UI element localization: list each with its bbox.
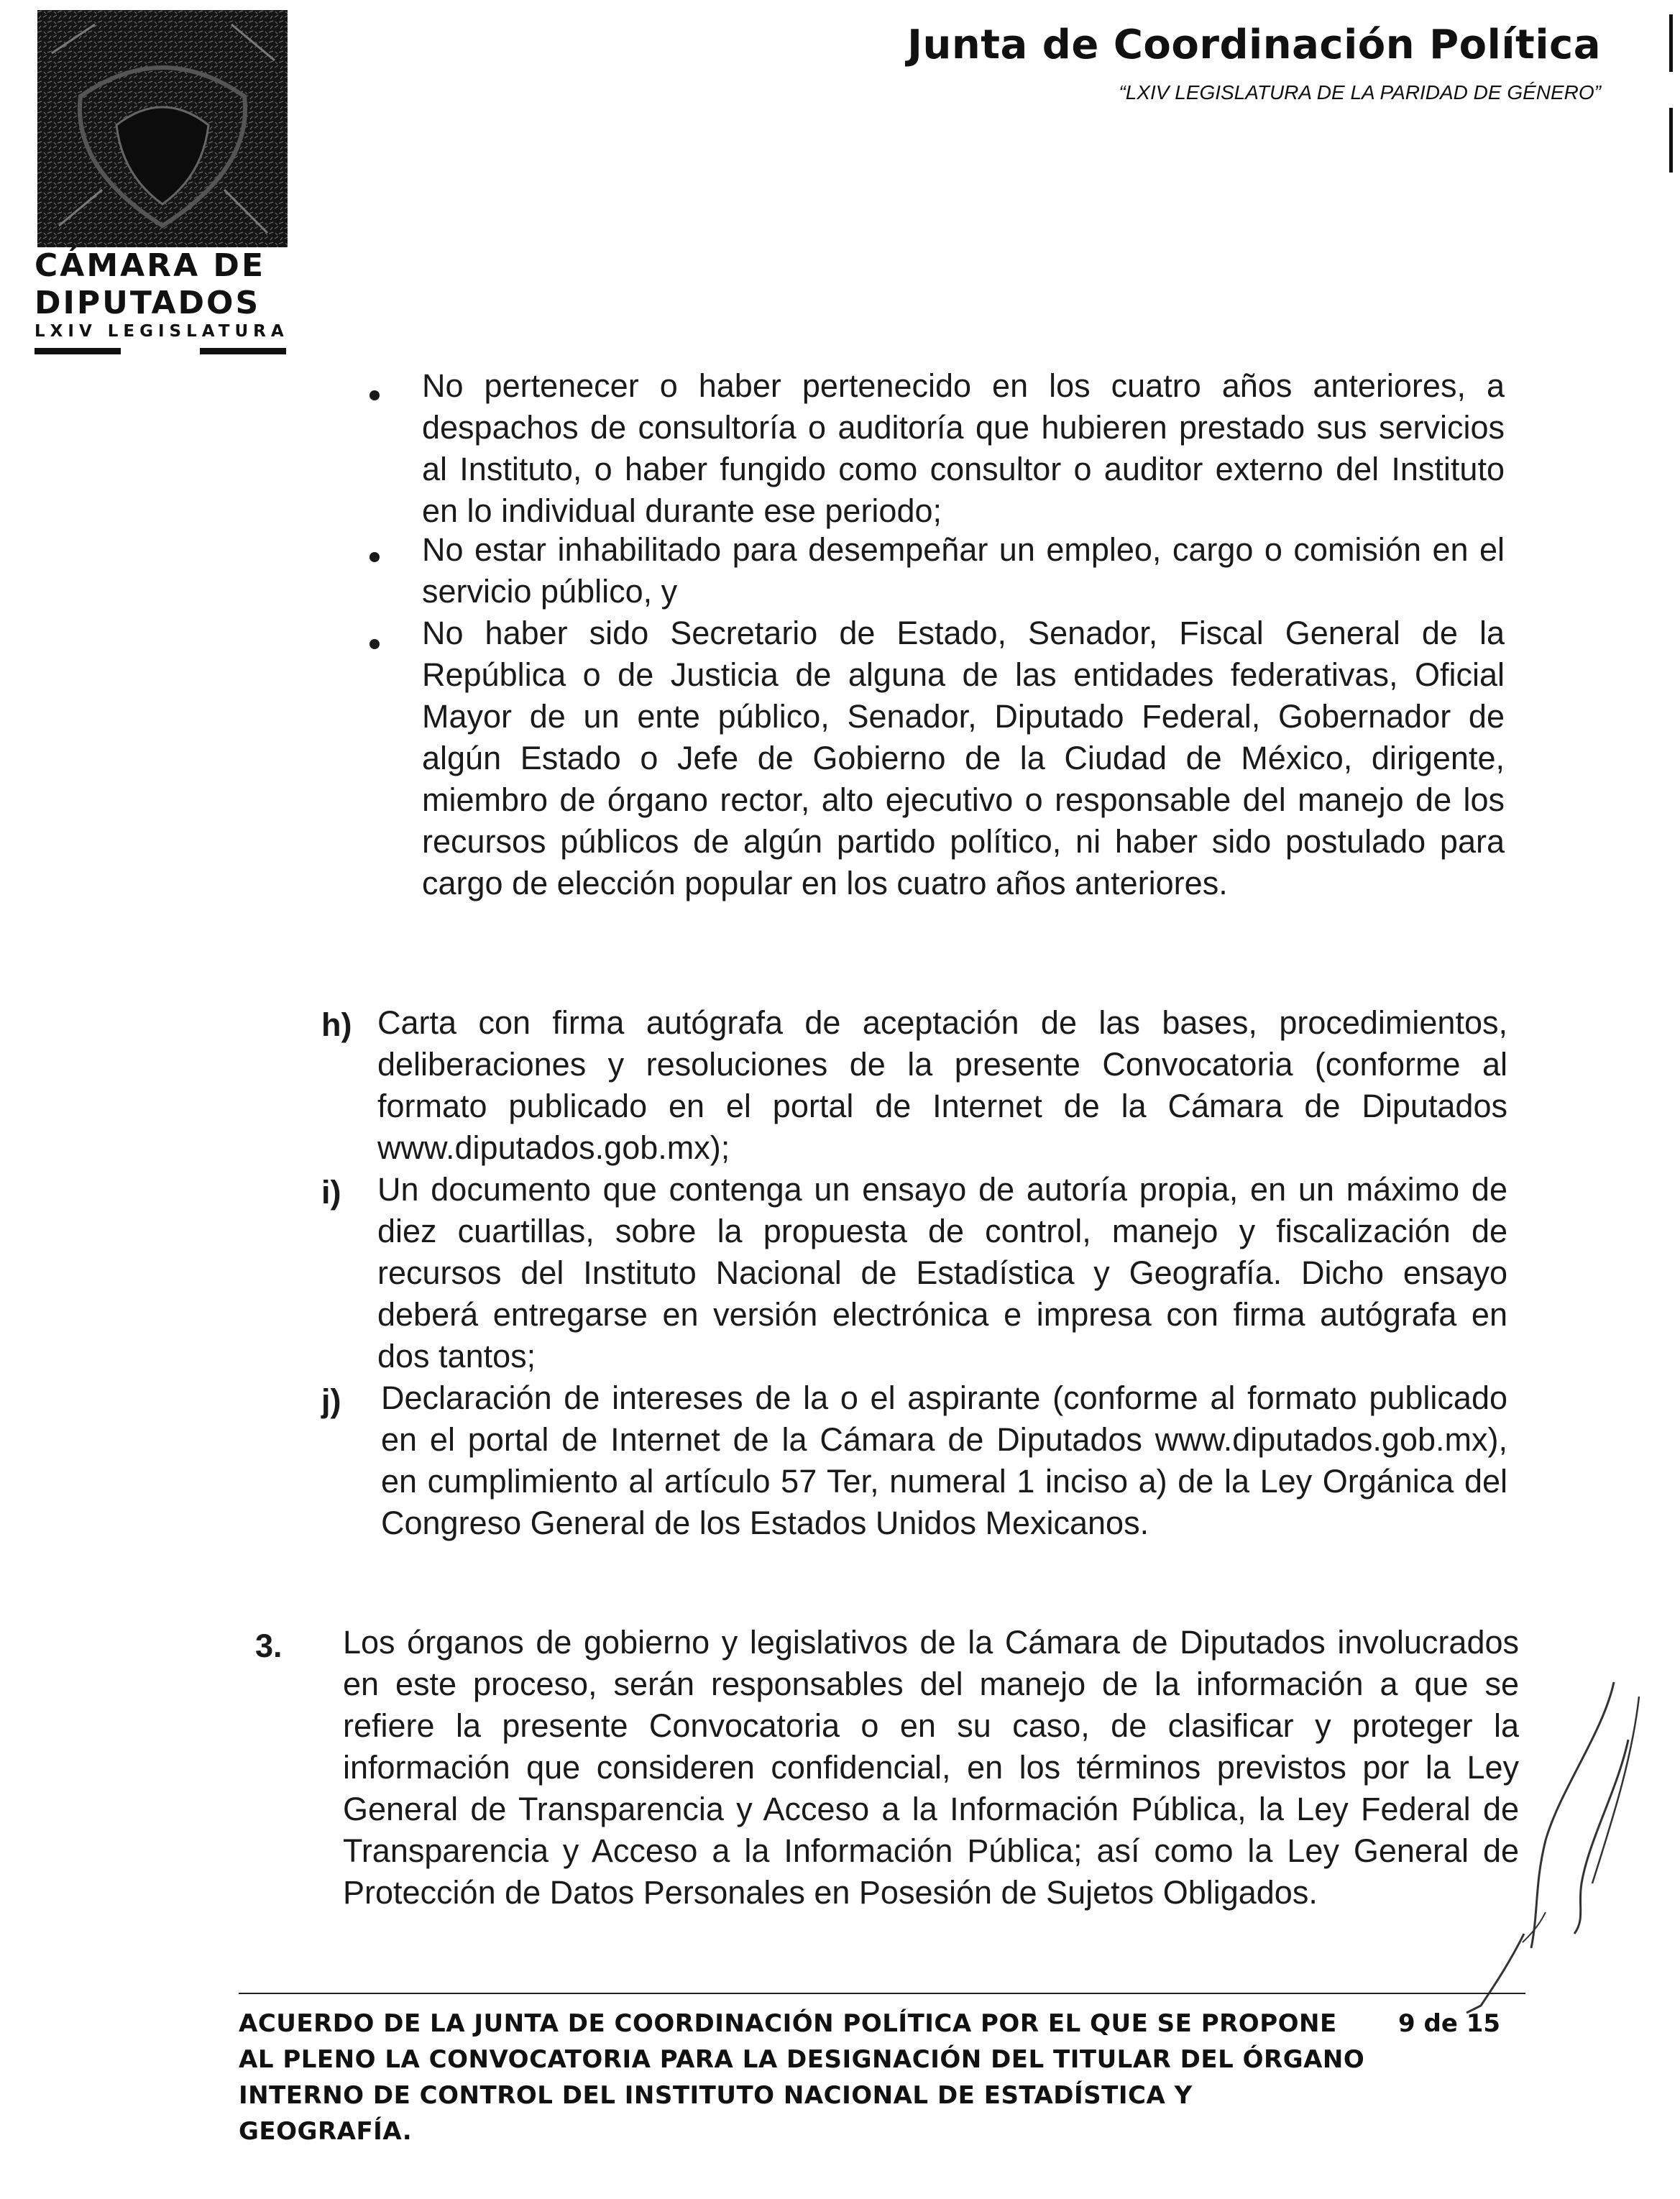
scan-edge-mark (1669, 14, 1673, 72)
handwritten-signature (1438, 1675, 1653, 2020)
logo-bars (35, 348, 286, 354)
item-i-text: Un documento que contenga un ensayo de autoría propia, en un máximo de diez cuartillas, sobre la propuesta de control, manejo y fiscalización de recursos del Instituto Nacional de Estadística y Geografía. Dicho ensayo deberá entregarse en versión electrónica e impresa con firma autógrafa en dos tantos; (377, 1171, 1507, 1374)
scan-edge-mark (1669, 108, 1673, 173)
footer-rule (239, 1993, 1525, 1994)
header-title: Junta de Coordinación Política (907, 22, 1601, 68)
item-marker-j: j) (321, 1382, 341, 1419)
bullet-icon (369, 390, 380, 400)
page-number: 9 de 15 (1398, 2009, 1501, 2038)
requirement-bullet-3: No haber sido Secretario de Estado, Senador, Fiscal General de la República o de Justicia de alguna de las entidades federativas, Oficial Mayor de un ente público, Senador, Diputado Federal, Gobernador de algún Estado o Jefe de Gobierno de la Ciudad de México, dirigente, miembro de órgano rector, alto ejecutivo o responsable del manejo de los recursos públicos de algún partido político, ni haber sido postulado para cargo de elección popular en los cuatro años anteriores. (422, 615, 1505, 901)
bullet-icon (369, 639, 380, 649)
chamber-name-line1: CÁMARA DE (35, 247, 266, 284)
item-marker-i: i) (321, 1174, 341, 1211)
requirement-bullet-2: No estar inhabilitado para desempeñar un empleo, cargo o comisión en el servicio público, y (422, 531, 1505, 610)
item-marker-3: 3. (255, 1628, 283, 1664)
bullet-icon (369, 552, 380, 562)
item-j-text: Declaración de intereses de la o el aspirante (conforme al formato publicado en el portal de Internet de la Cámara de Diputados www.diputados.gob.mx), en cumplimiento al artículo 57 Ter, numeral 1 inciso a) de la Ley Orgánica del Congreso General de los Estados Unidos Mexicanos. (381, 1379, 1507, 1541)
chamber-emblem-image (37, 10, 288, 247)
chamber-logo (35, 10, 293, 354)
requirement-bullet-1: No pertenecer o haber pertenecido en los cuatro años anteriores, a despachos de consultoría o auditoría que hubieren prestado sus servicios al Instituto, o haber fungido como consultor o auditor externo del Instituto en lo individual durante ese periodo; (422, 367, 1505, 529)
footer-agreement-title: ACUERDO DE LA JUNTA DE COORDINACIÓN POLÍTICA POR EL QUE SE PROPONE AL PLENO LA CONVOCATORIA PARA LA DESIGNACIÓN DEL TITULAR DEL ÓRGANO INTERNO DE CONTROL DEL INSTITUTO NACIONAL DE ESTADÍSTICA Y GEOGRAFÍA. (239, 2009, 1365, 2146)
header-subtitle: “LXIV LEGISLATURA DE LA PARIDAD DE GÉNERO” (1119, 81, 1601, 104)
chamber-name-line2: DIPUTADOS (35, 285, 261, 321)
legislature-label: LXIV LEGISLATURA (35, 322, 289, 341)
item-3-text: Los órganos de gobierno y legislativos de la Cámara de Diputados involucrados en este proceso, serán responsables del manejo de la información a que se refiere la presente Convocatoria o en su caso, de clasificar y proteger la información que consideren confidencial, en los términos previstos por la Ley General de Transparencia y Acceso a la Información Pública, la Ley Federal de Transparencia y Acceso a la Información Pública; así como la Ley General de Protección de Datos Personales en Posesión de Sujetos Obligados. (343, 1624, 1519, 1911)
item-h-text: Carta con firma autógrafa de aceptación de las bases, procedimientos, deliberaciones y resoluciones de la presente Convocatoria (conforme al formato publicado en el portal de Internet de la Cámara de Diputados www.diputados.gob.mx); (377, 1004, 1507, 1166)
item-marker-h: h) (321, 1006, 352, 1043)
page-header (907, 22, 1601, 104)
